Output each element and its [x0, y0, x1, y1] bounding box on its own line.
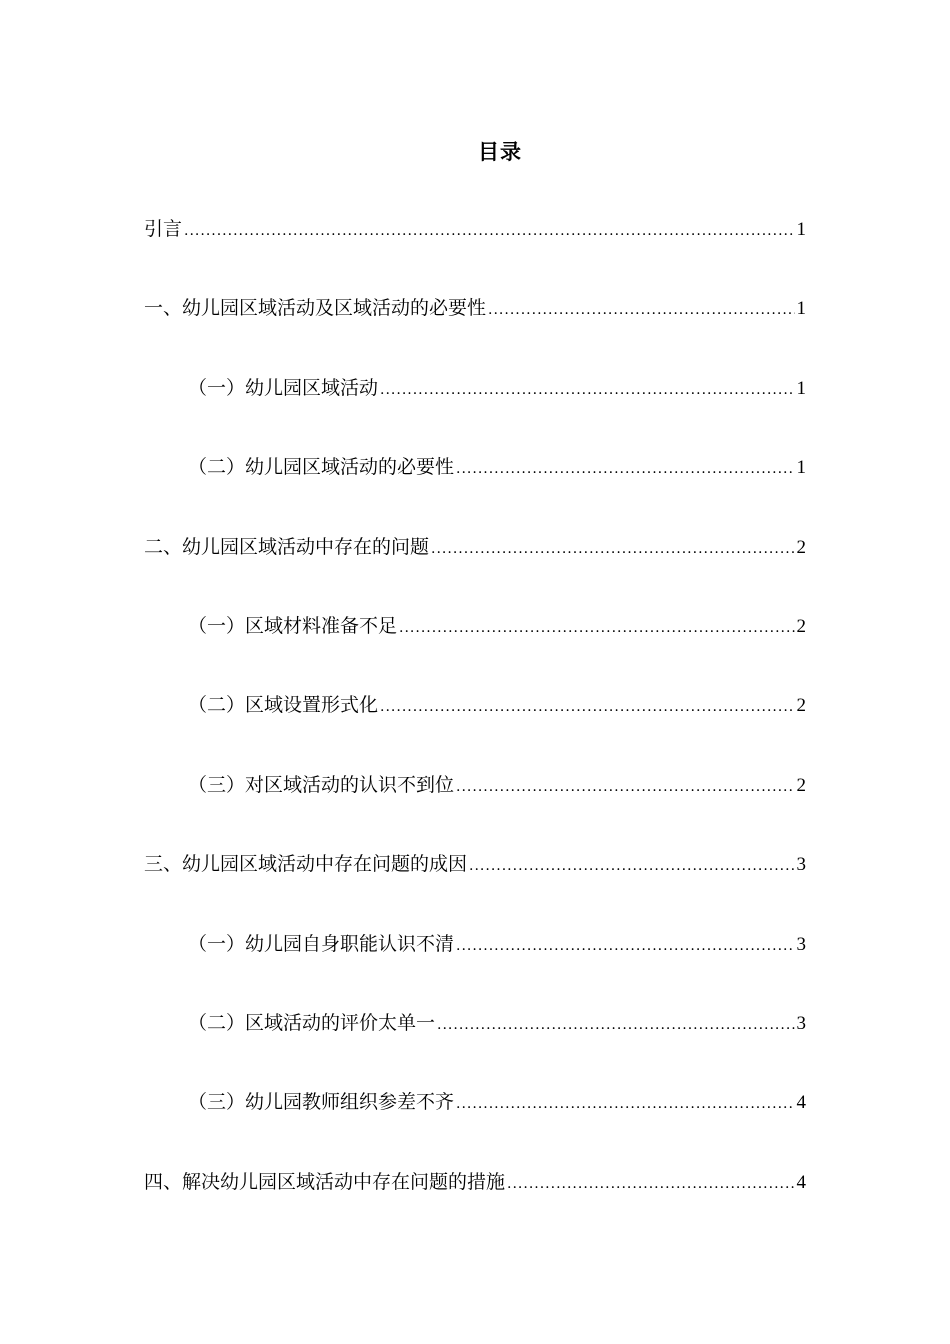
toc-dot-leader [469, 847, 794, 885]
toc-entry-section-2-2[interactable] [144, 686, 806, 765]
toc-page-number: 3 [796, 854, 806, 876]
toc-entry-label: （一）幼儿园自身职能认识不清 [188, 932, 455, 955]
toc-entry-label: 一、幼儿园区域活动及区域活动的必要性 [144, 297, 487, 320]
toc-entry-section-3-3[interactable] [144, 1083, 806, 1162]
toc-entry-section-1[interactable] [144, 289, 806, 368]
toc-entry-label: （二）区域活动的评价太单一 [188, 1011, 436, 1034]
toc-entry-section-2[interactable] [144, 528, 806, 607]
toc-title: 目录 [478, 140, 522, 164]
toc-entry-label: （三）对区域活动的认识不到位 [188, 773, 455, 796]
toc-page-number: 2 [796, 695, 806, 717]
toc-dot-leader [456, 768, 794, 806]
toc-entry-label: （二）幼儿园区域活动的必要性 [188, 456, 455, 479]
toc-page-number: 1 [796, 457, 806, 479]
toc-entry-label: 引言 [144, 218, 183, 240]
toc-entry-section-3[interactable] [144, 845, 806, 924]
toc-dot-leader [507, 1165, 794, 1203]
toc-entry-label: （一）区域材料准备不足 [188, 614, 398, 637]
toc-entry-label: 四、解决幼儿园区域活动中存在问题的措施 [144, 1170, 506, 1193]
toc-page-number: 2 [796, 536, 806, 558]
toc-entry-section-2-3[interactable] [144, 766, 806, 845]
toc-page-number: 1 [796, 219, 806, 240]
toc-dot-leader [380, 688, 794, 726]
toc-page-number: 3 [796, 1012, 806, 1034]
toc-dot-leader [380, 371, 794, 409]
toc-entry-label: （二）区域设置形式化 [188, 694, 379, 717]
toc-dot-leader [488, 291, 794, 329]
toc-entry-label: （一）幼儿园区域活动 [188, 376, 379, 399]
toc-dot-leader [456, 450, 794, 488]
toc-entry-section-3-2[interactable] [144, 1004, 806, 1083]
toc-page-number: 1 [796, 298, 806, 320]
toc-dot-leader [437, 1006, 794, 1044]
toc-entry-introduction[interactable] [144, 210, 806, 289]
toc-entry-section-3-1[interactable] [144, 925, 806, 1004]
toc-list [144, 210, 806, 1242]
toc-dot-leader [456, 1085, 794, 1123]
toc-dot-leader [456, 927, 794, 965]
toc-entry-label: （三）幼儿园教师组织参差不齐 [188, 1091, 455, 1114]
toc-entry-section-1-2[interactable] [144, 448, 806, 527]
toc-dot-leader [184, 212, 794, 250]
toc-page-number: 3 [796, 933, 806, 955]
toc-dot-leader [399, 609, 794, 647]
toc-page-number: 2 [796, 774, 806, 796]
toc-page-number: 1 [796, 377, 806, 399]
toc-page-number: 4 [796, 1092, 806, 1114]
toc-page-number: 4 [796, 1171, 806, 1193]
toc-dot-leader [431, 530, 794, 568]
toc-entry-section-2-1[interactable] [144, 607, 806, 686]
toc-entry-section-4[interactable] [144, 1163, 806, 1242]
toc-entry-section-1-1[interactable] [144, 369, 806, 448]
toc-entry-label: 二、幼儿园区域活动中存在的问题 [144, 535, 430, 558]
toc-entry-label: 三、幼儿园区域活动中存在问题的成因 [144, 853, 468, 876]
toc-page-number: 2 [796, 615, 806, 637]
